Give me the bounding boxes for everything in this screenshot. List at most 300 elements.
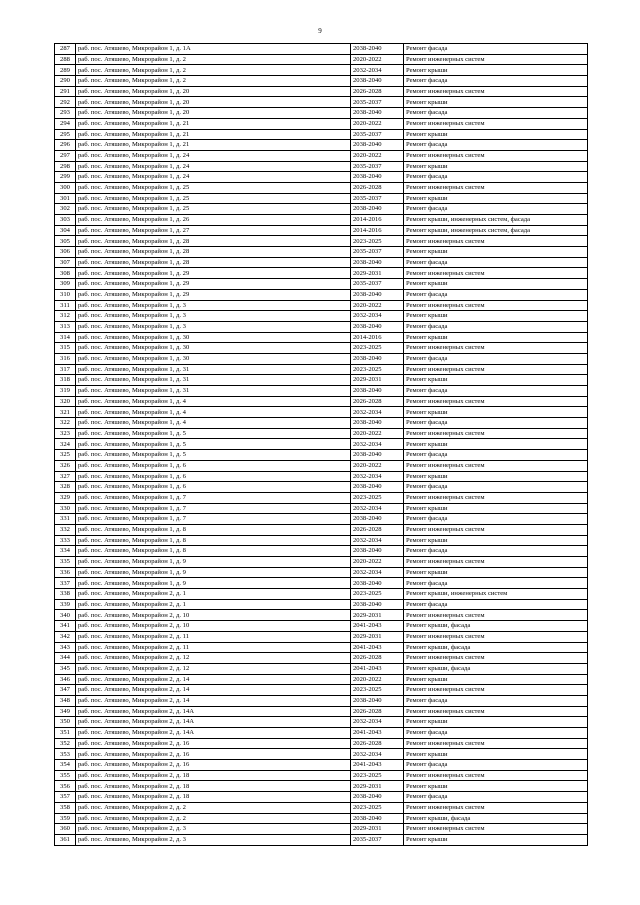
period-cell: 2020-2022 — [351, 428, 404, 439]
work-type-cell: Ремонт инженерных систем — [404, 770, 588, 781]
table-row — [55, 695, 588, 706]
address-cell: раб. пос. Атяшево, Микрорайон 1, д. 8 — [76, 535, 351, 546]
row-number-cell: 304 — [55, 225, 76, 236]
address-cell: раб. пос. Атяшево, Микрорайон 2, д. 3 — [76, 834, 351, 845]
table-row — [55, 375, 588, 386]
row-number-cell: 357 — [55, 792, 76, 803]
table-row — [55, 621, 588, 632]
work-type-cell: Ремонт крыши, фасада — [404, 621, 588, 632]
work-type-cell: Ремонт крыши — [404, 332, 588, 343]
row-number-cell: 322 — [55, 418, 76, 429]
table-row — [55, 728, 588, 739]
work-type-cell: Ремонт инженерных систем — [404, 460, 588, 471]
address-cell: раб. пос. Атяшево, Микрорайон 2, д. 18 — [76, 781, 351, 792]
period-cell: 2026-2028 — [351, 524, 404, 535]
row-number-cell: 332 — [55, 524, 76, 535]
period-cell: 2020-2022 — [351, 150, 404, 161]
work-type-cell: Ремонт крыши — [404, 567, 588, 578]
work-type-cell: Ремонт фасада — [404, 108, 588, 119]
work-type-cell: Ремонт инженерных систем — [404, 396, 588, 407]
table-row — [55, 599, 588, 610]
period-cell: 2038-2040 — [351, 813, 404, 824]
address-cell: раб. пос. Атяшево, Микрорайон 1, д. 4 — [76, 396, 351, 407]
period-cell: 2014-2016 — [351, 332, 404, 343]
period-cell: 2032-2034 — [351, 439, 404, 450]
address-cell: раб. пос. Атяшево, Микрорайон 2, д. 16 — [76, 749, 351, 760]
table-row — [55, 450, 588, 461]
row-number-cell: 358 — [55, 802, 76, 813]
row-number-cell: 352 — [55, 738, 76, 749]
period-cell: 2035-2037 — [351, 193, 404, 204]
work-type-cell: Ремонт инженерных систем — [404, 802, 588, 813]
table-row — [55, 108, 588, 119]
row-number-cell: 307 — [55, 257, 76, 268]
address-cell: раб. пос. Атяшево, Микрорайон 1, д. 5 — [76, 450, 351, 461]
address-cell: раб. пос. Атяшево, Микрорайон 1, д. 2 — [76, 65, 351, 76]
work-type-cell: Ремонт крыши — [404, 439, 588, 450]
work-type-cell: Ремонт инженерных систем — [404, 685, 588, 696]
row-number-cell: 346 — [55, 674, 76, 685]
address-cell: раб. пос. Атяшево, Микрорайон 1, д. 9 — [76, 578, 351, 589]
period-cell: 2035-2037 — [351, 129, 404, 140]
row-number-cell: 295 — [55, 129, 76, 140]
period-cell: 2038-2040 — [351, 76, 404, 87]
address-cell: раб. пос. Атяшево, Микрорайон 2, д. 16 — [76, 760, 351, 771]
address-cell: раб. пос. Атяшево, Микрорайон 1, д. 4 — [76, 407, 351, 418]
address-cell: раб. пос. Атяшево, Микрорайон 2, д. 18 — [76, 770, 351, 781]
period-cell: 2038-2040 — [351, 599, 404, 610]
period-cell: 2029-2031 — [351, 781, 404, 792]
table-row — [55, 685, 588, 696]
work-type-cell: Ремонт крыши, фасада — [404, 813, 588, 824]
address-cell: раб. пос. Атяшево, Микрорайон 1, д. 31 — [76, 364, 351, 375]
work-type-cell: Ремонт инженерных систем — [404, 738, 588, 749]
work-type-cell: Ремонт фасада — [404, 418, 588, 429]
address-cell: раб. пос. Атяшево, Микрорайон 2, д. 10 — [76, 621, 351, 632]
address-cell: раб. пос. Атяшево, Микрорайон 2, д. 3 — [76, 824, 351, 835]
row-number-cell: 327 — [55, 471, 76, 482]
work-type-cell: Ремонт фасада — [404, 792, 588, 803]
period-cell: 2038-2040 — [351, 204, 404, 215]
period-cell: 2020-2022 — [351, 557, 404, 568]
period-cell: 2032-2034 — [351, 717, 404, 728]
work-type-cell: Ремонт инженерных систем — [404, 54, 588, 65]
work-type-cell: Ремонт крыши, инженерных систем, фасада — [404, 225, 588, 236]
row-number-cell: 350 — [55, 717, 76, 728]
address-cell: раб. пос. Атяшево, Микрорайон 2, д. 14 — [76, 674, 351, 685]
row-number-cell: 355 — [55, 770, 76, 781]
work-type-cell: Ремонт крыши — [404, 247, 588, 258]
work-type-cell: Ремонт крыши — [404, 65, 588, 76]
work-type-cell: Ремонт фасада — [404, 44, 588, 55]
row-number-cell: 347 — [55, 685, 76, 696]
address-cell: раб. пос. Атяшево, Микрорайон 1, д. 20 — [76, 97, 351, 108]
work-type-cell: Ремонт фасада — [404, 578, 588, 589]
work-type-cell: Ремонт инженерных систем — [404, 343, 588, 354]
row-number-cell: 330 — [55, 503, 76, 514]
work-type-cell: Ремонт инженерных систем — [404, 150, 588, 161]
period-cell: 2029-2031 — [351, 610, 404, 621]
address-cell: раб. пос. Атяшево, Микрорайон 1, д. 21 — [76, 118, 351, 129]
period-cell: 2020-2022 — [351, 54, 404, 65]
work-type-cell: Ремонт инженерных систем — [404, 86, 588, 97]
table-row — [55, 118, 588, 129]
work-type-cell: Ремонт фасада — [404, 450, 588, 461]
table-row — [55, 802, 588, 813]
row-number-cell: 303 — [55, 215, 76, 226]
work-type-cell: Ремонт фасада — [404, 728, 588, 739]
table-row — [55, 546, 588, 557]
table-row — [55, 300, 588, 311]
table-row — [55, 418, 588, 429]
table-row — [55, 514, 588, 525]
table-row — [55, 44, 588, 55]
table-row — [55, 589, 588, 600]
period-cell: 2029-2031 — [351, 268, 404, 279]
period-cell: 2032-2034 — [351, 311, 404, 322]
work-type-cell: Ремонт инженерных систем — [404, 118, 588, 129]
period-cell: 2023-2025 — [351, 364, 404, 375]
table-row — [55, 364, 588, 375]
row-number-cell: 348 — [55, 695, 76, 706]
row-number-cell: 305 — [55, 236, 76, 247]
table-row — [55, 813, 588, 824]
table-row — [55, 204, 588, 215]
work-type-cell: Ремонт фасада — [404, 760, 588, 771]
row-number-cell: 296 — [55, 140, 76, 151]
address-cell: раб. пос. Атяшево, Микрорайон 1, д. 5 — [76, 428, 351, 439]
table-row — [55, 653, 588, 664]
table-row — [55, 396, 588, 407]
period-cell: 2020-2022 — [351, 674, 404, 685]
address-cell: раб. пос. Атяшево, Микрорайон 1, д. 6 — [76, 482, 351, 493]
table-row — [55, 129, 588, 140]
address-cell: раб. пос. Атяшево, Микрорайон 1, д. 29 — [76, 289, 351, 300]
address-cell: раб. пос. Атяшево, Микрорайон 2, д. 14А — [76, 706, 351, 717]
address-cell: раб. пос. Атяшево, Микрорайон 1, д. 25 — [76, 204, 351, 215]
address-cell: раб. пос. Атяшево, Микрорайон 1, д. 26 — [76, 215, 351, 226]
work-type-cell: Ремонт крыши — [404, 97, 588, 108]
work-type-cell: Ремонт инженерных систем — [404, 610, 588, 621]
table-row — [55, 428, 588, 439]
row-number-cell: 310 — [55, 289, 76, 300]
work-type-cell: Ремонт инженерных систем — [404, 182, 588, 193]
row-number-cell: 318 — [55, 375, 76, 386]
row-number-cell: 344 — [55, 653, 76, 664]
table-row — [55, 471, 588, 482]
row-number-cell: 345 — [55, 663, 76, 674]
address-cell: раб. пос. Атяшево, Микрорайон 2, д. 1 — [76, 589, 351, 600]
period-cell: 2038-2040 — [351, 792, 404, 803]
work-type-cell: Ремонт крыши — [404, 129, 588, 140]
work-type-cell: Ремонт инженерных систем — [404, 236, 588, 247]
table-row — [55, 407, 588, 418]
work-type-cell: Ремонт фасада — [404, 482, 588, 493]
row-number-cell: 302 — [55, 204, 76, 215]
address-cell: раб. пос. Атяшево, Микрорайон 1, д. 1А — [76, 44, 351, 55]
period-cell: 2038-2040 — [351, 546, 404, 557]
work-type-cell: Ремонт крыши — [404, 311, 588, 322]
row-number-cell: 334 — [55, 546, 76, 557]
row-number-cell: 297 — [55, 150, 76, 161]
row-number-cell: 339 — [55, 599, 76, 610]
table-row — [55, 792, 588, 803]
work-type-cell: Ремонт фасада — [404, 76, 588, 87]
work-type-cell: Ремонт инженерных систем — [404, 706, 588, 717]
table-row — [55, 663, 588, 674]
row-number-cell: 293 — [55, 108, 76, 119]
table-row — [55, 834, 588, 845]
period-cell: 2035-2037 — [351, 279, 404, 290]
address-cell: раб. пос. Атяшево, Микрорайон 1, д. 24 — [76, 161, 351, 172]
period-cell: 2026-2028 — [351, 653, 404, 664]
table-row — [55, 492, 588, 503]
table-row — [55, 215, 588, 226]
work-type-cell: Ремонт крыши — [404, 717, 588, 728]
table-row — [55, 503, 588, 514]
work-type-cell: Ремонт фасада — [404, 514, 588, 525]
period-cell: 2026-2028 — [351, 706, 404, 717]
address-cell: раб. пос. Атяшево, Микрорайон 1, д. 25 — [76, 193, 351, 204]
row-number-cell: 300 — [55, 182, 76, 193]
row-number-cell: 287 — [55, 44, 76, 55]
row-number-cell: 313 — [55, 321, 76, 332]
address-cell: раб. пос. Атяшево, Микрорайон 1, д. 28 — [76, 247, 351, 258]
table-row — [55, 760, 588, 771]
period-cell: 2032-2034 — [351, 567, 404, 578]
period-cell: 2041-2043 — [351, 728, 404, 739]
table-row — [55, 86, 588, 97]
period-cell: 2038-2040 — [351, 482, 404, 493]
table-row — [55, 236, 588, 247]
row-number-cell: 338 — [55, 589, 76, 600]
table-row — [55, 140, 588, 151]
row-number-cell: 314 — [55, 332, 76, 343]
work-type-cell: Ремонт инженерных систем — [404, 364, 588, 375]
table-row — [55, 65, 588, 76]
records-table-body — [55, 44, 588, 846]
table-row — [55, 193, 588, 204]
row-number-cell: 354 — [55, 760, 76, 771]
period-cell: 2038-2040 — [351, 578, 404, 589]
table-row — [55, 524, 588, 535]
page-number: 9 — [318, 27, 322, 35]
address-cell: раб. пос. Атяшево, Микрорайон 2, д. 14А — [76, 717, 351, 728]
period-cell: 2038-2040 — [351, 140, 404, 151]
row-number-cell: 356 — [55, 781, 76, 792]
row-number-cell: 353 — [55, 749, 76, 760]
row-number-cell: 341 — [55, 621, 76, 632]
period-cell: 2023-2025 — [351, 685, 404, 696]
address-cell: раб. пос. Атяшево, Микрорайон 2, д. 10 — [76, 610, 351, 621]
address-cell: раб. пос. Атяшево, Микрорайон 1, д. 6 — [76, 471, 351, 482]
address-cell: раб. пос. Атяшево, Микрорайон 1, д. 4 — [76, 418, 351, 429]
work-type-cell: Ремонт крыши — [404, 471, 588, 482]
address-cell: раб. пос. Атяшево, Микрорайон 2, д. 14 — [76, 695, 351, 706]
address-cell: раб. пос. Атяшево, Микрорайон 1, д. 3 — [76, 311, 351, 322]
address-cell: раб. пос. Атяшево, Микрорайон 2, д. 2 — [76, 813, 351, 824]
table-row — [55, 150, 588, 161]
table-row — [55, 76, 588, 87]
period-cell: 2038-2040 — [351, 450, 404, 461]
period-cell: 2041-2043 — [351, 642, 404, 653]
table-row — [55, 257, 588, 268]
period-cell: 2014-2016 — [351, 225, 404, 236]
table-row — [55, 781, 588, 792]
table-row — [55, 706, 588, 717]
period-cell: 2023-2025 — [351, 343, 404, 354]
table-row — [55, 268, 588, 279]
table-row — [55, 54, 588, 65]
row-number-cell: 291 — [55, 86, 76, 97]
period-cell: 2038-2040 — [351, 514, 404, 525]
period-cell: 2035-2037 — [351, 97, 404, 108]
row-number-cell: 359 — [55, 813, 76, 824]
period-cell: 2038-2040 — [351, 108, 404, 119]
records-table — [54, 43, 588, 846]
period-cell: 2023-2025 — [351, 589, 404, 600]
address-cell: раб. пос. Атяшево, Микрорайон 1, д. 5 — [76, 439, 351, 450]
work-type-cell: Ремонт фасада — [404, 204, 588, 215]
period-cell: 2041-2043 — [351, 663, 404, 674]
address-cell: раб. пос. Атяшево, Микрорайон 1, д. 7 — [76, 514, 351, 525]
period-cell: 2038-2040 — [351, 44, 404, 55]
work-type-cell: Ремонт фасада — [404, 386, 588, 397]
work-type-cell: Ремонт инженерных систем — [404, 631, 588, 642]
table-row — [55, 610, 588, 621]
row-number-cell: 343 — [55, 642, 76, 653]
period-cell: 2041-2043 — [351, 621, 404, 632]
table-row — [55, 567, 588, 578]
table-row — [55, 749, 588, 760]
table-row — [55, 439, 588, 450]
address-cell: раб. пос. Атяшево, Микрорайон 1, д. 2 — [76, 54, 351, 65]
work-type-cell: Ремонт крыши — [404, 503, 588, 514]
period-cell: 2020-2022 — [351, 300, 404, 311]
row-number-cell: 312 — [55, 311, 76, 322]
period-cell: 2038-2040 — [351, 353, 404, 364]
row-number-cell: 349 — [55, 706, 76, 717]
row-number-cell: 299 — [55, 172, 76, 183]
row-number-cell: 325 — [55, 450, 76, 461]
table-row — [55, 386, 588, 397]
period-cell: 2035-2037 — [351, 161, 404, 172]
period-cell: 2032-2034 — [351, 65, 404, 76]
period-cell: 2038-2040 — [351, 172, 404, 183]
row-number-cell: 289 — [55, 65, 76, 76]
row-number-cell: 333 — [55, 535, 76, 546]
period-cell: 2035-2037 — [351, 247, 404, 258]
address-cell: раб. пос. Атяшево, Микрорайон 1, д. 9 — [76, 567, 351, 578]
table-row — [55, 557, 588, 568]
row-number-cell: 317 — [55, 364, 76, 375]
address-cell: раб. пос. Атяшево, Микрорайон 1, д. 7 — [76, 492, 351, 503]
address-cell: раб. пос. Атяшево, Микрорайон 1, д. 30 — [76, 332, 351, 343]
work-type-cell: Ремонт фасада — [404, 353, 588, 364]
address-cell: раб. пос. Атяшево, Микрорайон 1, д. 27 — [76, 225, 351, 236]
period-cell: 2023-2025 — [351, 492, 404, 503]
work-type-cell: Ремонт крыши, фасада — [404, 642, 588, 653]
table-row — [55, 353, 588, 364]
period-cell: 2032-2034 — [351, 471, 404, 482]
table-row — [55, 738, 588, 749]
table-row — [55, 161, 588, 172]
table-row — [55, 535, 588, 546]
period-cell: 2026-2028 — [351, 396, 404, 407]
period-cell: 2038-2040 — [351, 289, 404, 300]
address-cell: раб. пос. Атяшево, Микрорайон 1, д. 21 — [76, 129, 351, 140]
row-number-cell: 323 — [55, 428, 76, 439]
address-cell: раб. пос. Атяшево, Микрорайон 1, д. 20 — [76, 108, 351, 119]
address-cell: раб. пос. Атяшево, Микрорайон 1, д. 8 — [76, 524, 351, 535]
period-cell: 2035-2037 — [351, 834, 404, 845]
row-number-cell: 301 — [55, 193, 76, 204]
work-type-cell: Ремонт фасада — [404, 257, 588, 268]
address-cell: раб. пос. Атяшево, Микрорайон 2, д. 11 — [76, 642, 351, 653]
work-type-cell: Ремонт крыши, инженерных систем — [404, 589, 588, 600]
period-cell: 2032-2034 — [351, 407, 404, 418]
table-row — [55, 225, 588, 236]
row-number-cell: 294 — [55, 118, 76, 129]
address-cell: раб. пос. Атяшево, Микрорайон 2, д. 12 — [76, 653, 351, 664]
row-number-cell: 360 — [55, 824, 76, 835]
work-type-cell: Ремонт фасада — [404, 599, 588, 610]
work-type-cell: Ремонт крыши — [404, 375, 588, 386]
row-number-cell: 292 — [55, 97, 76, 108]
address-cell: раб. пос. Атяшево, Микрорайон 1, д. 28 — [76, 236, 351, 247]
work-type-cell: Ремонт фасада — [404, 546, 588, 557]
address-cell: раб. пос. Атяшево, Микрорайон 1, д. 31 — [76, 375, 351, 386]
row-number-cell: 335 — [55, 557, 76, 568]
address-cell: раб. пос. Атяшево, Микрорайон 1, д. 25 — [76, 182, 351, 193]
table-row — [55, 289, 588, 300]
work-type-cell: Ремонт инженерных систем — [404, 268, 588, 279]
work-type-cell: Ремонт крыши — [404, 193, 588, 204]
row-number-cell: 336 — [55, 567, 76, 578]
table-row — [55, 343, 588, 354]
address-cell: раб. пос. Атяшево, Микрорайон 2, д. 11 — [76, 631, 351, 642]
row-number-cell: 320 — [55, 396, 76, 407]
period-cell: 2023-2025 — [351, 802, 404, 813]
address-cell: раб. пос. Атяшево, Микрорайон 1, д. 2 — [76, 76, 351, 87]
table-row — [55, 182, 588, 193]
period-cell: 2032-2034 — [351, 503, 404, 514]
work-type-cell: Ремонт фасада — [404, 172, 588, 183]
row-number-cell: 324 — [55, 439, 76, 450]
work-type-cell: Ремонт крыши, фасада — [404, 663, 588, 674]
period-cell: 2038-2040 — [351, 695, 404, 706]
row-number-cell: 290 — [55, 76, 76, 87]
address-cell: раб. пос. Атяшево, Микрорайон 1, д. 9 — [76, 557, 351, 568]
address-cell: раб. пос. Атяшево, Микрорайон 1, д. 29 — [76, 268, 351, 279]
table-row — [55, 631, 588, 642]
work-type-cell: Ремонт крыши — [404, 674, 588, 685]
table-row — [55, 674, 588, 685]
period-cell: 2038-2040 — [351, 257, 404, 268]
period-cell: 2029-2031 — [351, 631, 404, 642]
table-row — [55, 311, 588, 322]
address-cell: раб. пос. Атяшево, Микрорайон 2, д. 14А — [76, 728, 351, 739]
address-cell: раб. пос. Атяшево, Микрорайон 2, д. 1 — [76, 599, 351, 610]
address-cell: раб. пос. Атяшево, Микрорайон 2, д. 12 — [76, 663, 351, 674]
row-number-cell: 306 — [55, 247, 76, 258]
address-cell: раб. пос. Атяшево, Микрорайон 1, д. 3 — [76, 300, 351, 311]
work-type-cell: Ремонт крыши — [404, 161, 588, 172]
address-cell: раб. пос. Атяшево, Микрорайон 1, д. 29 — [76, 279, 351, 290]
work-type-cell: Ремонт инженерных систем — [404, 824, 588, 835]
table-row — [55, 172, 588, 183]
row-number-cell: 351 — [55, 728, 76, 739]
